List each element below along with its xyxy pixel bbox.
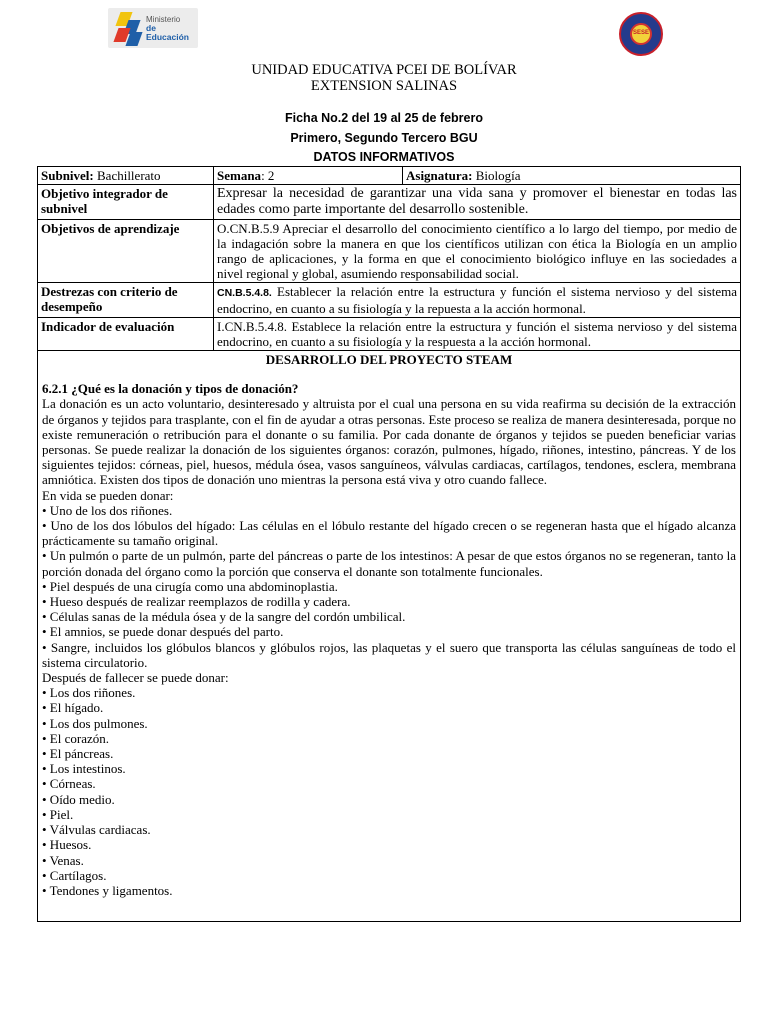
development-section [37,350,741,922]
development-title: DESARROLLO DEL PROYECTO STEAM [265,352,513,367]
destrezas-label: Destrezas con criterio de desempeño [38,283,214,318]
list-item: • Piel. [42,806,74,822]
list-item: • El páncreas. [42,746,114,762]
list-item: • Cartílagos. [42,867,107,883]
ficha-title: Ficha No.2 del 19 al 25 de febrero [285,111,483,125]
info-table [37,166,741,351]
list-item: • Los dos pulmones. [42,715,148,731]
list-item: • Células sanas de la médula ósea y de la sangre del cordón umbilical. [42,609,406,625]
development-question: 6.2.1 ¿Qué es la donación y tipos de donación? [42,381,299,397]
list-item: • El amnios, se puede donar después del parto. [42,624,284,640]
list-item: • El hígado. [42,700,104,716]
list-item: • Hueso después de realizar reemplazos de rodilla y cadera. [42,594,351,610]
destrezas-value: CN.B.5.4.8. Establecer la relación entre la estructura y función el sistema nervioso y del sistema endocrino, en cuanto a su fisiología y la repuesta a la acción hormonal. [214,283,741,318]
list-item: • Huesos. [42,837,92,853]
ministerio-educacion-logo [108,8,198,48]
table-row [38,185,741,220]
list-item: • Los intestinos. [42,761,126,777]
list-item: • El corazón. [42,730,109,746]
list-item: • Sangre, incluidos los glóbulos blancos y glóbulos rojos, las plaquetas y el suero que transporta las células sanguíneas de todo el sistema circulatorio. [42,639,736,670]
table-row [38,220,741,283]
list-item: • Córneas. [42,776,96,792]
table-row [38,318,741,351]
development-paragraph: La donación es un acto voluntario, desinteresado y altruista por el cual una persona en su vida reafirma su decisión de la extracción de órganos y tejidos para trasplante, con el fin de ayudar a otras personas. Este proceso se realiza de manera desinteresada, porque no existe remuneración o retribución para el donante o su familia. Por cada donante de órganos y tejidos se pueden beneficiar varias personas. Se puede realizar la donación de los siguientes órganos: corazón, pulmones, hígado, riñones, intestino, páncreas. Y de los siguientes tejidos: córneas, piel, huesos, médula ósea, vasos sanguíneos, válvulas cardiacas, cartílagos, tendones, esclera, membrana amniótica. Existen dos tipos de donación uno mientras la persona está viva y otro cuando fallece. [42,396,736,488]
school-seal-icon: SESE [619,12,663,56]
indicador-label: Indicador de evaluación [38,318,214,351]
school-extension: EXTENSION SALINAS [310,78,458,94]
asignatura-cell: Asignatura: Biología [403,167,741,185]
section-title: DATOS INFORMATIVOS [313,150,455,164]
obj-integrador-label: Objetivo integrador de subnivel [38,185,214,220]
living-intro: En vida se pueden donar: [42,487,174,503]
obj-integrador-value: Expresar la necesidad de garantizar una vida sana y promover el bienestar en todas las edades como parte importante del desarrollo sostenible. [214,185,741,220]
subnivel-cell: Subnivel: Bachillerato [38,167,214,185]
living-list [42,503,736,670]
indicador-value: I.CN.B.5.4.8. Establece la relación entre la estructura y función el sistema nervioso y del sistema endocrino, en cuanto a su fisiología y la respuesta a la acción hormonal. [214,318,741,351]
list-item: • Un pulmón o parte de un pulmón, parte del páncreas o parte de los intestinos: A pesar de que estos órganos no se regeneran, tanto la porción donada del órgano como la porción que conserva el donante son totalmente funcionales. [42,548,736,579]
list-item: • Piel después de una cirugía como una abdominoplastia. [42,578,338,594]
table-row [38,167,741,185]
list-item: • Válvulas cardiacas. [42,822,151,838]
school-name: UNIDAD EDUCATIVA PCEI DE BOLÍVAR [251,62,517,78]
list-item: • Uno de los dos riñones. [42,502,173,518]
obj-aprendizaje-label: Objetivos de aprendizaje [38,220,214,283]
grade-levels: Primero, Segundo Tercero BGU [290,131,478,145]
deceased-list [42,685,736,898]
list-item: • Tendones y ligamentos. [42,882,173,898]
list-item: • Uno de los dos lóbulos del hígado: Las células en el lóbulo restante del hígado crecen o se regeneran hasta que el hígado alcanza prácticamente su tamaño original. [42,518,736,549]
deceased-intro: Después de fallecer se puede donar: [42,670,229,686]
list-item: • Los dos riñones. [42,685,136,701]
list-item: • Oído medio. [42,791,115,807]
table-row [38,283,741,318]
ministry-emblem-icon [112,10,144,46]
obj-aprendizaje-value: O.CN.B.5.9 Apreciar el desarrollo del conocimiento científico a lo largo del tiempo, por medio de la indagación sobre la manera en que los científicos utilizan con ética la Biología en un amplio rango de aplicaciones, y la forma en que el conocimiento biológico influye en las sociedades a nivel regional y global, asumiendo responsabilidad social. [214,220,741,283]
list-item: • Venas. [42,852,84,868]
ministry-logo-text: Ministerio de Educación [146,14,189,42]
semana-cell: Semana: 2 [214,167,403,185]
